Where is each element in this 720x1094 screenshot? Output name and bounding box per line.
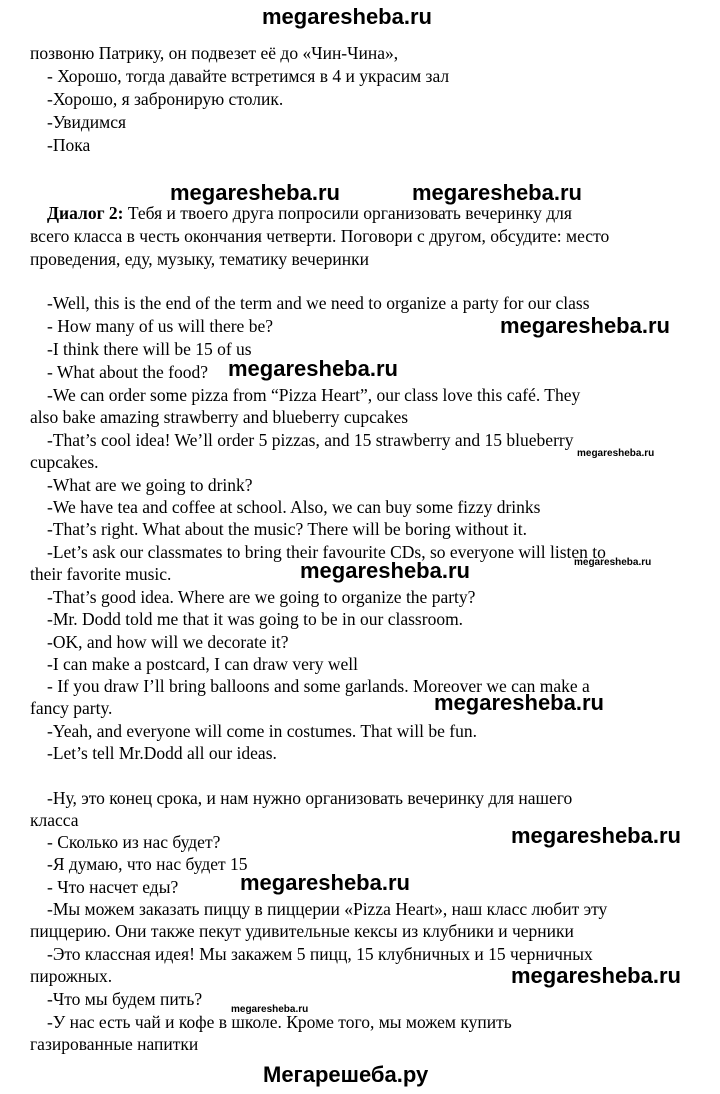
watermark: megaresheba.ru (500, 313, 670, 338)
dialog-line: - What about the food? (47, 362, 209, 382)
dialog-line: -Я думаю, что нас будет 15 (47, 854, 248, 874)
task-line: всего класса в честь окончания четверти. Поговори с другом, обсудите: место (30, 226, 610, 246)
dialog-line: -We have tea and coffee at school. Also, we can buy some fizzy drinks (47, 497, 541, 517)
dialog-line: also bake amazing strawberry and blueberry cupcakes (30, 407, 409, 427)
dialog-line: -Ну, это конец срока, и нам нужно организовать вечеринку для нашего (47, 788, 573, 808)
dialog-line: -Mr. Dodd told me that it was going to be in our classroom. (47, 609, 464, 629)
dialog-line: пиццерию. Они также пекут удивительные кексы из клубники и черники (30, 921, 574, 941)
watermark: megaresheba.ru (231, 1004, 309, 1015)
text-line: - Хорошо, тогда давайте встретимся в 4 и украсим зал (47, 66, 450, 86)
task-text: Тебя и твоего друга попросили организовать вечеринку для (127, 203, 572, 223)
dialog-line: -OK, and how will we decorate it? (47, 632, 289, 652)
dialog-line: газированные напитки (30, 1034, 199, 1054)
dialog-line: -Это классная идея! Мы закажем 5 пицц, 15 клубничных и 15 черничных (47, 944, 593, 964)
dialog-line: -Let’s ask our classmates to bring their favourite CDs, so everyone will listen to (47, 542, 606, 562)
dialog-line: -That’s good idea. Where are we going to organize the party? (47, 587, 476, 607)
dialog-line: -That’s right. What about the music? There will be boring without it. (47, 519, 528, 539)
dialog-line: пирожных. (30, 966, 113, 986)
dialog-line: -We can order some pizza from “Pizza Heart”, our class love this café. They (47, 385, 581, 405)
dialog-line: -Что мы будем пить? (47, 989, 203, 1009)
dialog-line: -Well, this is the end of the term and we need to organize a party for our class (47, 293, 590, 313)
dialog-line: - If you draw I’ll bring balloons and some garlands. Moreover we can make a (47, 676, 590, 696)
watermark: megaresheba.ru (434, 690, 604, 715)
task-line: проведения, еду, музыку, тематику вечеринки (30, 249, 369, 269)
dialog-line: -What are we going to drink? (47, 475, 253, 495)
dialog-label: Диалог 2: (47, 203, 124, 223)
watermark: megaresheba.ru (574, 557, 652, 568)
watermark: megaresheba.ru (300, 558, 470, 583)
watermark: megaresheba.ru (228, 356, 398, 381)
task-line (47, 202, 572, 224)
watermark: megaresheba.ru (240, 870, 410, 895)
watermark: megaresheba.ru (511, 823, 681, 848)
header-site-name: megaresheba.ru (262, 4, 432, 29)
dialog-line: -У нас есть чай и кофе в школе. Кроме того, мы можем купить (47, 1012, 512, 1032)
dialog-line: -Let’s tell Mr.Dodd all our ideas. (47, 743, 277, 763)
dialog-line: - Сколько из нас будет? (47, 832, 221, 852)
dialog-line: -That’s cool idea! We’ll order 5 pizzas, and 15 strawberry and 15 blueberry (47, 430, 574, 450)
dialog-line: -Мы можем заказать пиццу в пиццерии «Pizza Heart», наш класс любит эту (47, 899, 608, 919)
dialog-line: -Yeah, and everyone will come in costumes. That will be fun. (47, 721, 477, 741)
text-line: -Хорошо, я забронирую столик. (47, 89, 284, 109)
text-line: -Увидимся (47, 112, 127, 132)
watermark: megaresheba.ru (577, 448, 655, 459)
dialog-line: fancy party. (30, 698, 113, 718)
dialog-line: -I can make a postcard, I can draw very well (47, 654, 358, 674)
watermark: megaresheba.ru (511, 963, 681, 988)
dialog-line: - How many of us will there be? (47, 316, 273, 336)
dialog-line: their favorite music. (30, 564, 172, 584)
dialog-line: -I think there will be 15 of us (47, 339, 252, 359)
watermark: megaresheba.ru (412, 180, 582, 205)
text-line: -Пока (47, 135, 91, 155)
dialog-line: cupcakes. (30, 452, 99, 472)
dialog-line: - Что насчет еды? (47, 877, 179, 897)
footer-site-name: Мегарешеба.ру (263, 1062, 429, 1087)
watermark: megaresheba.ru (170, 180, 340, 205)
dialog-line: класса (30, 810, 79, 830)
text-line: позвоню Патрику, он подвезет её до «Чин-Чина», (30, 43, 399, 63)
